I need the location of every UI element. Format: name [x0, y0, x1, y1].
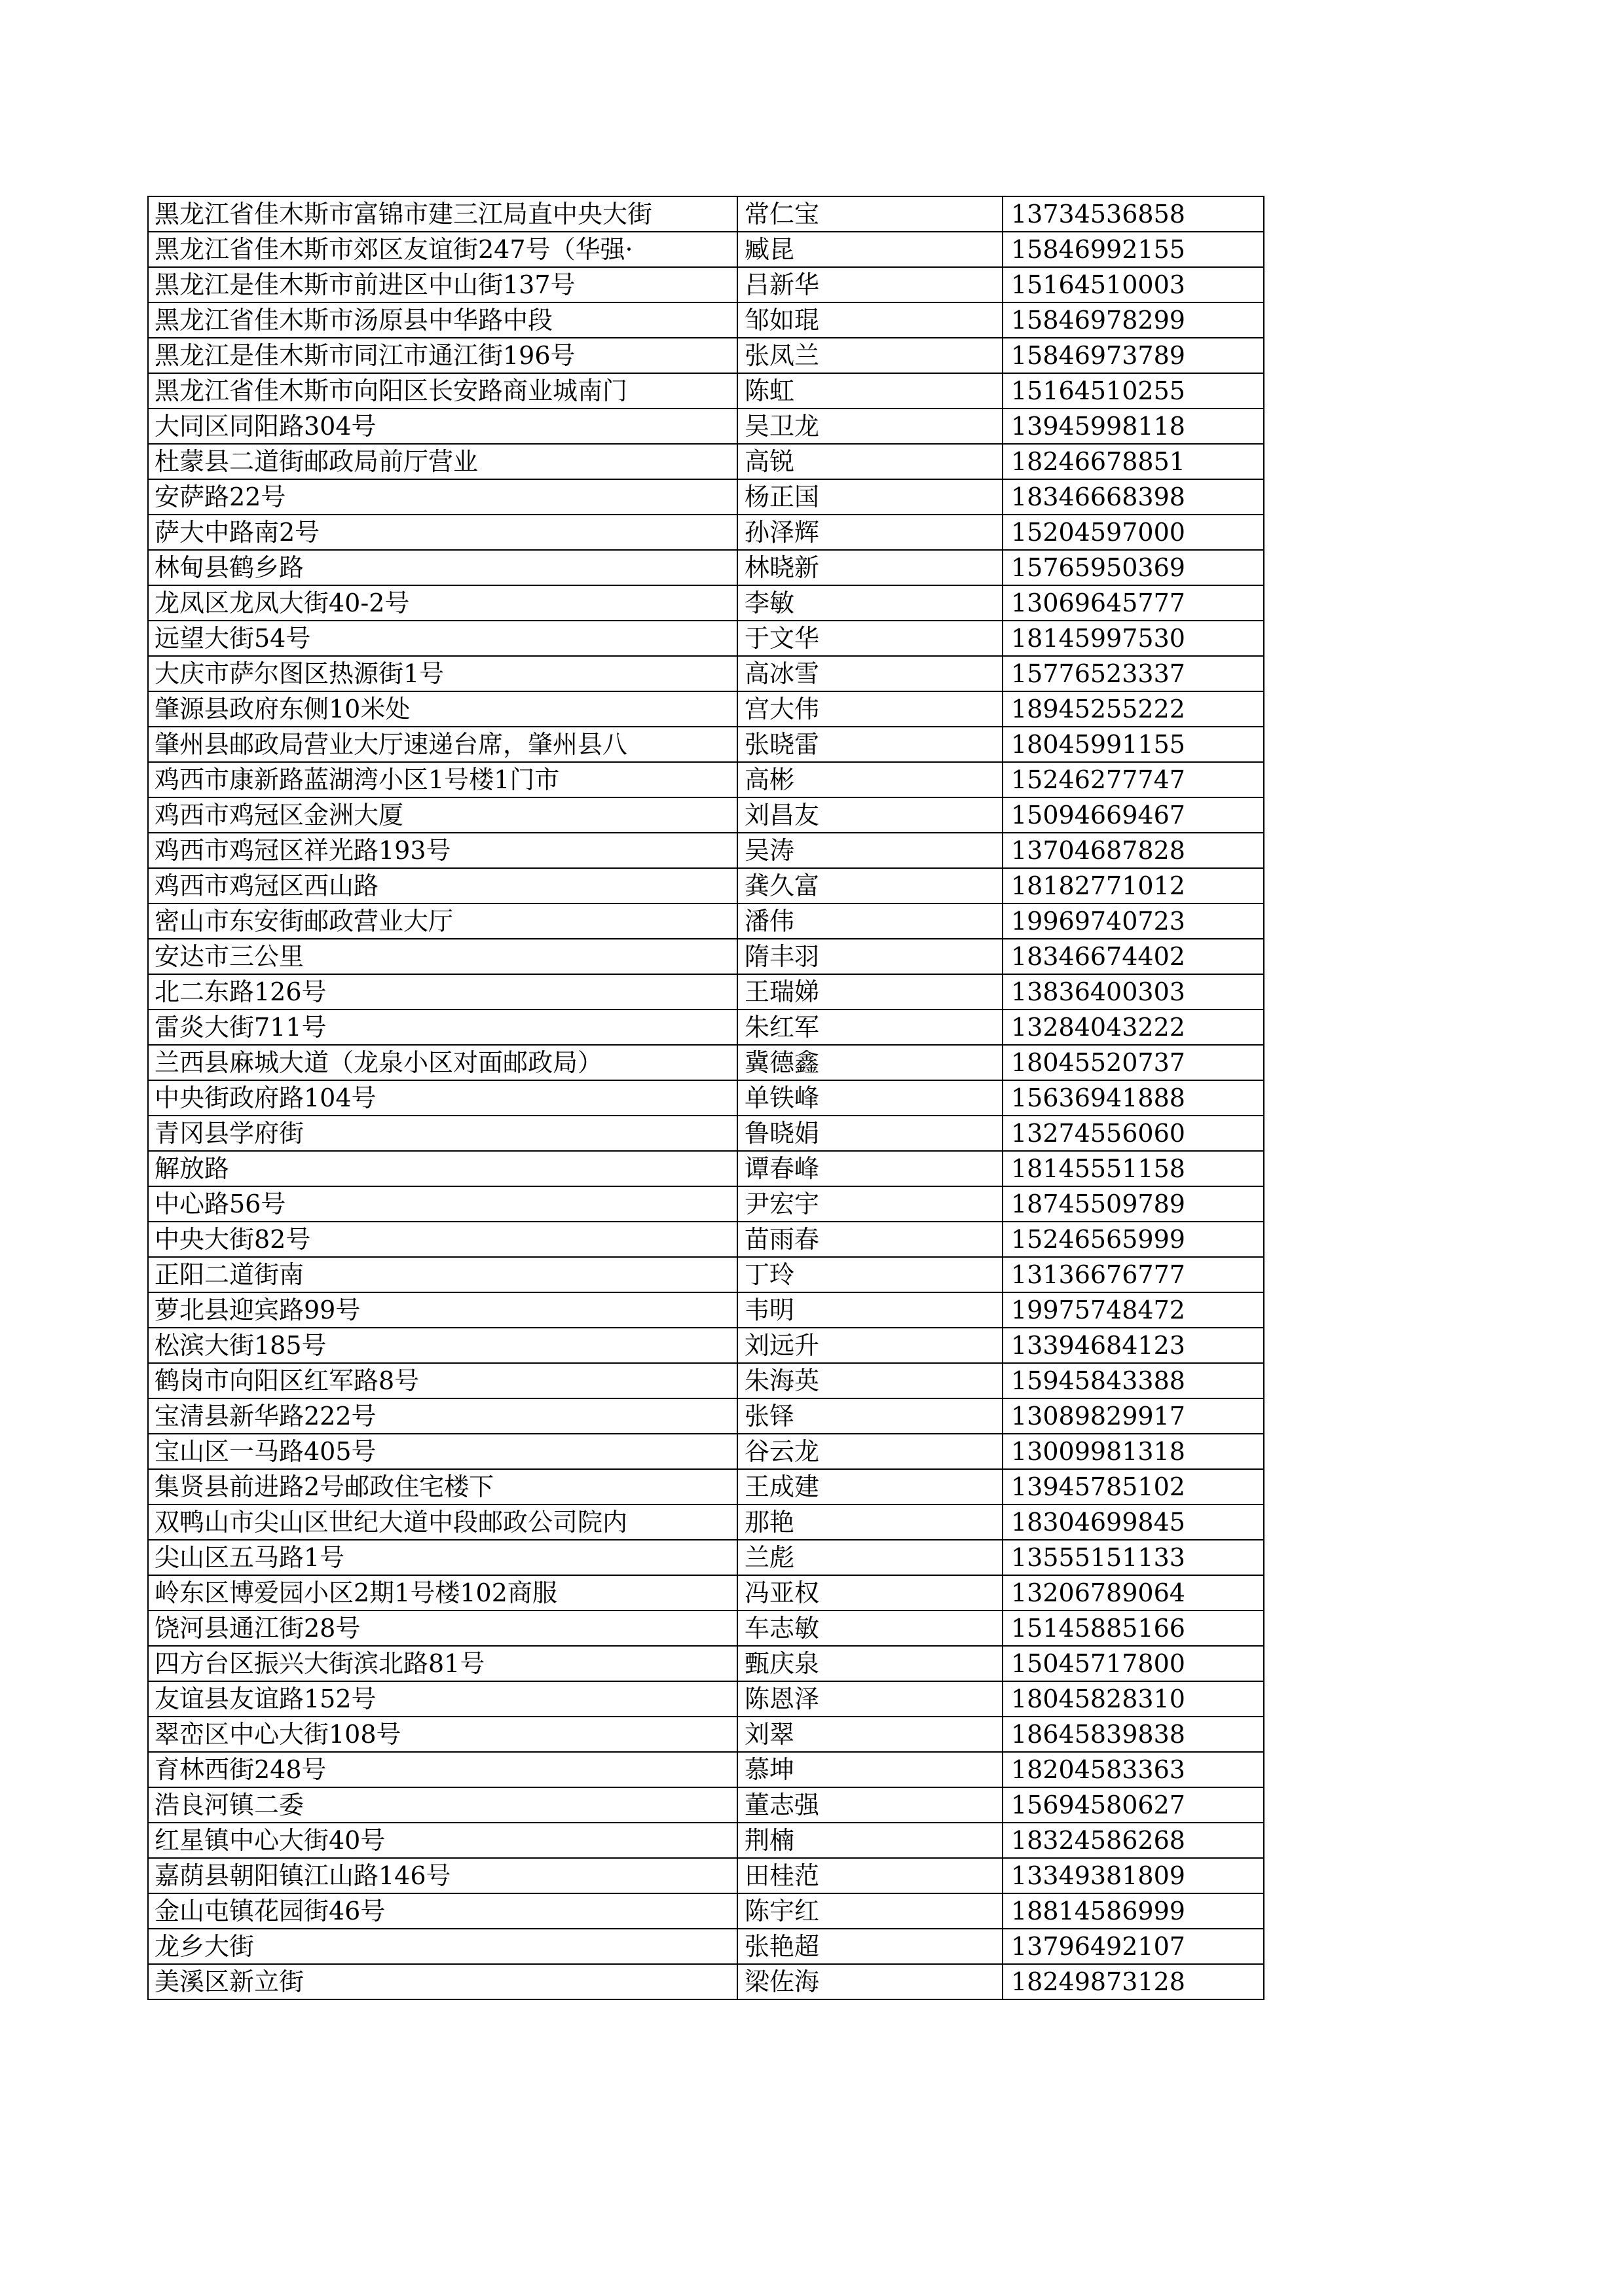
table-row — [148, 515, 1264, 550]
table-row — [148, 1964, 1264, 1999]
table-row — [148, 267, 1264, 302]
name-cell: 董志强 — [737, 1787, 1003, 1823]
address-cell: 远望大街54号 — [148, 621, 737, 656]
address-cell: 饶河县通江街28号 — [148, 1611, 737, 1646]
address-cell: 浩良河镇二委 — [148, 1787, 737, 1823]
address-cell: 嘉荫县朝阳镇江山路146号 — [148, 1858, 737, 1893]
name-cell: 梁佐海 — [737, 1964, 1003, 1999]
phone-cell: 15045717800 — [1003, 1646, 1264, 1681]
phone-cell: 15945843388 — [1003, 1363, 1264, 1398]
address-cell: 鸡西市康新路蓝湖湾小区1号楼1门市 — [148, 762, 737, 797]
address-cell: 黑龙江省佳木斯市汤原县中华路中段 — [148, 302, 737, 338]
table-row — [148, 727, 1264, 762]
name-cell: 于文华 — [737, 621, 1003, 656]
name-cell: 谭春峰 — [737, 1151, 1003, 1186]
table-row — [148, 833, 1264, 868]
address-cell: 安萨路22号 — [148, 479, 737, 515]
table-row — [148, 1363, 1264, 1398]
name-cell: 高彬 — [737, 762, 1003, 797]
address-cell: 萝北县迎宾路99号 — [148, 1292, 737, 1328]
name-cell: 张凤兰 — [737, 338, 1003, 373]
phone-cell: 13009981318 — [1003, 1434, 1264, 1469]
name-cell: 韦明 — [737, 1292, 1003, 1328]
table-row — [148, 1752, 1264, 1787]
address-cell: 双鸭山市尖山区世纪大道中段邮政公司院内 — [148, 1504, 737, 1540]
table-row — [148, 196, 1264, 232]
table-row — [148, 1151, 1264, 1186]
address-cell: 萨大中路南2号 — [148, 515, 737, 550]
address-cell: 龙凤区龙凤大街40-2号 — [148, 585, 737, 621]
address-cell: 林甸县鹤乡路 — [148, 550, 737, 585]
table-row — [148, 479, 1264, 515]
name-cell: 慕坤 — [737, 1752, 1003, 1787]
phone-cell: 18145997530 — [1003, 621, 1264, 656]
address-cell: 中心路56号 — [148, 1186, 737, 1222]
phone-cell: 13704687828 — [1003, 833, 1264, 868]
name-cell: 孙泽辉 — [737, 515, 1003, 550]
table-row — [148, 1504, 1264, 1540]
table-row — [148, 1893, 1264, 1929]
table-row — [148, 409, 1264, 444]
phone-cell: 13555151133 — [1003, 1540, 1264, 1575]
table-row — [148, 1540, 1264, 1575]
address-cell: 黑龙江是佳木斯市同江市通江街196号 — [148, 338, 737, 373]
name-cell: 单铁峰 — [737, 1080, 1003, 1116]
address-cell: 育林西街248号 — [148, 1752, 737, 1787]
address-cell: 黑龙江是佳木斯市前进区中山街137号 — [148, 267, 737, 302]
phone-cell: 15846973789 — [1003, 338, 1264, 373]
phone-cell: 15094669467 — [1003, 797, 1264, 833]
name-cell: 吴卫龙 — [737, 409, 1003, 444]
name-cell: 隋丰羽 — [737, 939, 1003, 974]
address-cell: 正阳二道街南 — [148, 1257, 737, 1292]
phone-cell: 15765950369 — [1003, 550, 1264, 585]
address-cell: 岭东区博爱园小区2期1号楼102商服 — [148, 1575, 737, 1611]
name-cell: 林晓新 — [737, 550, 1003, 585]
name-cell: 杨正国 — [737, 479, 1003, 515]
table-row — [148, 1434, 1264, 1469]
name-cell: 那艳 — [737, 1504, 1003, 1540]
phone-cell: 15694580627 — [1003, 1787, 1264, 1823]
phone-cell: 19975748472 — [1003, 1292, 1264, 1328]
table-row — [148, 232, 1264, 267]
address-cell: 解放路 — [148, 1151, 737, 1186]
phone-cell: 18204583363 — [1003, 1752, 1264, 1787]
address-cell: 杜蒙县二道街邮政局前厅营业 — [148, 444, 737, 479]
address-cell: 雷炎大街711号 — [148, 1010, 737, 1045]
address-cell: 黑龙江省佳木斯市向阳区长安路商业城南门 — [148, 373, 737, 409]
name-cell: 潘伟 — [737, 903, 1003, 939]
address-cell: 肇源县政府东侧10米处 — [148, 691, 737, 727]
name-cell: 丁玲 — [737, 1257, 1003, 1292]
address-cell: 红星镇中心大街40号 — [148, 1823, 737, 1858]
table-row — [148, 550, 1264, 585]
phone-cell: 18045991155 — [1003, 727, 1264, 762]
address-cell: 安达市三公里 — [148, 939, 737, 974]
name-cell: 张晓雷 — [737, 727, 1003, 762]
address-cell: 龙乡大街 — [148, 1929, 737, 1964]
phone-cell: 13945785102 — [1003, 1469, 1264, 1504]
table-row — [148, 762, 1264, 797]
phone-cell: 13945998118 — [1003, 409, 1264, 444]
phone-cell: 13349381809 — [1003, 1858, 1264, 1893]
phone-cell: 18045828310 — [1003, 1681, 1264, 1717]
name-cell: 刘远升 — [737, 1328, 1003, 1363]
table-row — [148, 621, 1264, 656]
table-row — [148, 1717, 1264, 1752]
phone-cell: 13274556060 — [1003, 1116, 1264, 1151]
address-cell: 翠峦区中心大街108号 — [148, 1717, 737, 1752]
phone-cell: 15846978299 — [1003, 302, 1264, 338]
name-cell: 张艳超 — [737, 1929, 1003, 1964]
phone-cell: 18814586999 — [1003, 1893, 1264, 1929]
phone-cell: 15846992155 — [1003, 232, 1264, 267]
table-row — [148, 939, 1264, 974]
table-row — [148, 1787, 1264, 1823]
name-cell: 苗雨春 — [737, 1222, 1003, 1257]
table-row — [148, 1045, 1264, 1080]
address-cell: 鸡西市鸡冠区金洲大厦 — [148, 797, 737, 833]
table-row — [148, 656, 1264, 691]
phone-cell: 13734536858 — [1003, 196, 1264, 232]
table-row — [148, 1116, 1264, 1151]
phone-cell: 18249873128 — [1003, 1964, 1264, 1999]
table-row — [148, 797, 1264, 833]
name-cell: 车志敏 — [737, 1611, 1003, 1646]
address-cell: 大庆市萨尔图区热源街1号 — [148, 656, 737, 691]
phone-cell: 15204597000 — [1003, 515, 1264, 550]
table-row — [148, 1823, 1264, 1858]
table-row — [148, 1681, 1264, 1717]
address-cell: 松滨大街185号 — [148, 1328, 737, 1363]
table-row — [148, 1611, 1264, 1646]
name-cell: 陈宇红 — [737, 1893, 1003, 1929]
name-cell: 甄庆泉 — [737, 1646, 1003, 1681]
name-cell: 陈虹 — [737, 373, 1003, 409]
address-cell: 鸡西市鸡冠区西山路 — [148, 868, 737, 903]
name-cell: 邹如琨 — [737, 302, 1003, 338]
phone-cell: 15636941888 — [1003, 1080, 1264, 1116]
table-row — [148, 1292, 1264, 1328]
name-cell: 尹宏宇 — [737, 1186, 1003, 1222]
name-cell: 高锐 — [737, 444, 1003, 479]
address-cell: 四方台区振兴大街滨北路81号 — [148, 1646, 737, 1681]
table-row — [148, 585, 1264, 621]
address-cell: 中央大街82号 — [148, 1222, 737, 1257]
phone-cell: 13136676777 — [1003, 1257, 1264, 1292]
name-cell: 荆楠 — [737, 1823, 1003, 1858]
address-cell: 青冈县学府街 — [148, 1116, 737, 1151]
name-cell: 冯亚权 — [737, 1575, 1003, 1611]
name-cell: 宫大伟 — [737, 691, 1003, 727]
address-cell: 美溪区新立街 — [148, 1964, 737, 1999]
address-cell: 宝山区一马路405号 — [148, 1434, 737, 1469]
name-cell: 王成建 — [737, 1469, 1003, 1504]
name-cell: 兰彪 — [737, 1540, 1003, 1575]
table-row — [148, 691, 1264, 727]
name-cell: 朱海英 — [737, 1363, 1003, 1398]
table-row — [148, 1257, 1264, 1292]
table-row — [148, 1010, 1264, 1045]
name-cell: 王瑞娣 — [737, 974, 1003, 1010]
phone-cell: 13089829917 — [1003, 1398, 1264, 1434]
phone-cell: 15246565999 — [1003, 1222, 1264, 1257]
phone-cell: 18645839838 — [1003, 1717, 1264, 1752]
address-cell: 金山屯镇花园街46号 — [148, 1893, 737, 1929]
phone-cell: 18182771012 — [1003, 868, 1264, 903]
table-row — [148, 1080, 1264, 1116]
phone-cell: 18145551158 — [1003, 1151, 1264, 1186]
name-cell: 刘翠 — [737, 1717, 1003, 1752]
name-cell: 鲁晓娟 — [737, 1116, 1003, 1151]
name-cell: 常仁宝 — [737, 196, 1003, 232]
phone-cell: 18945255222 — [1003, 691, 1264, 727]
table-row — [148, 444, 1264, 479]
address-cell: 兰西县麻城大道（龙泉小区对面邮政局） — [148, 1045, 737, 1080]
address-cell: 中央街政府路104号 — [148, 1080, 737, 1116]
table-row — [148, 903, 1264, 939]
address-cell: 鸡西市鸡冠区祥光路193号 — [148, 833, 737, 868]
table-row — [148, 1328, 1264, 1363]
phone-cell: 13836400303 — [1003, 974, 1264, 1010]
address-cell: 密山市东安街邮政营业大厅 — [148, 903, 737, 939]
name-cell: 高冰雪 — [737, 656, 1003, 691]
name-cell: 张铎 — [737, 1398, 1003, 1434]
table-row — [148, 1858, 1264, 1893]
name-cell: 臧昆 — [737, 232, 1003, 267]
phone-cell: 13796492107 — [1003, 1929, 1264, 1964]
table-row — [148, 373, 1264, 409]
name-cell: 陈恩泽 — [737, 1681, 1003, 1717]
name-cell: 吕新华 — [737, 267, 1003, 302]
phone-cell: 15164510003 — [1003, 267, 1264, 302]
table-row — [148, 338, 1264, 373]
name-cell: 龚久富 — [737, 868, 1003, 903]
phone-cell: 15246277747 — [1003, 762, 1264, 797]
table-row — [148, 1575, 1264, 1611]
table-row — [148, 1469, 1264, 1504]
phone-cell: 15164510255 — [1003, 373, 1264, 409]
table-row — [148, 1222, 1264, 1257]
name-cell: 田桂范 — [737, 1858, 1003, 1893]
address-cell: 黑龙江省佳木斯市富锦市建三江局直中央大街 — [148, 196, 737, 232]
phone-cell: 19969740723 — [1003, 903, 1264, 939]
phone-cell: 18346674402 — [1003, 939, 1264, 974]
phone-cell: 15145885166 — [1003, 1611, 1264, 1646]
address-cell: 黑龙江省佳木斯市郊区友谊街247号（华强· — [148, 232, 737, 267]
table-row — [148, 1186, 1264, 1222]
address-cell: 尖山区五马路1号 — [148, 1540, 737, 1575]
phone-cell: 18745509789 — [1003, 1186, 1264, 1222]
name-cell: 朱红军 — [737, 1010, 1003, 1045]
phone-cell: 18045520737 — [1003, 1045, 1264, 1080]
name-cell: 李敏 — [737, 585, 1003, 621]
table-row — [148, 1398, 1264, 1434]
name-cell: 冀德鑫 — [737, 1045, 1003, 1080]
phone-cell: 13284043222 — [1003, 1010, 1264, 1045]
table-row — [148, 1929, 1264, 1964]
name-cell: 谷云龙 — [737, 1434, 1003, 1469]
phone-cell: 13394684123 — [1003, 1328, 1264, 1363]
phone-cell: 15776523337 — [1003, 656, 1264, 691]
address-cell: 宝清县新华路222号 — [148, 1398, 737, 1434]
phone-cell: 18324586268 — [1003, 1823, 1264, 1858]
phone-cell: 13069645777 — [1003, 585, 1264, 621]
address-cell: 集贤县前进路2号邮政住宅楼下 — [148, 1469, 737, 1504]
address-cell: 鹤岗市向阳区红军路8号 — [148, 1363, 737, 1398]
contact-table-body — [148, 196, 1264, 1999]
address-cell: 友谊县友谊路152号 — [148, 1681, 737, 1717]
name-cell: 刘昌友 — [737, 797, 1003, 833]
name-cell: 吴涛 — [737, 833, 1003, 868]
phone-cell: 18304699845 — [1003, 1504, 1264, 1540]
address-cell: 大同区同阳路304号 — [148, 409, 737, 444]
contact-table — [147, 196, 1264, 2000]
table-row — [148, 302, 1264, 338]
phone-cell: 18246678851 — [1003, 444, 1264, 479]
address-cell: 北二东路126号 — [148, 974, 737, 1010]
table-row — [148, 868, 1264, 903]
table-row — [148, 1646, 1264, 1681]
phone-cell: 18346668398 — [1003, 479, 1264, 515]
table-row — [148, 974, 1264, 1010]
address-cell: 肇州县邮政局营业大厅速递台席，肇州县八 — [148, 727, 737, 762]
phone-cell: 13206789064 — [1003, 1575, 1264, 1611]
